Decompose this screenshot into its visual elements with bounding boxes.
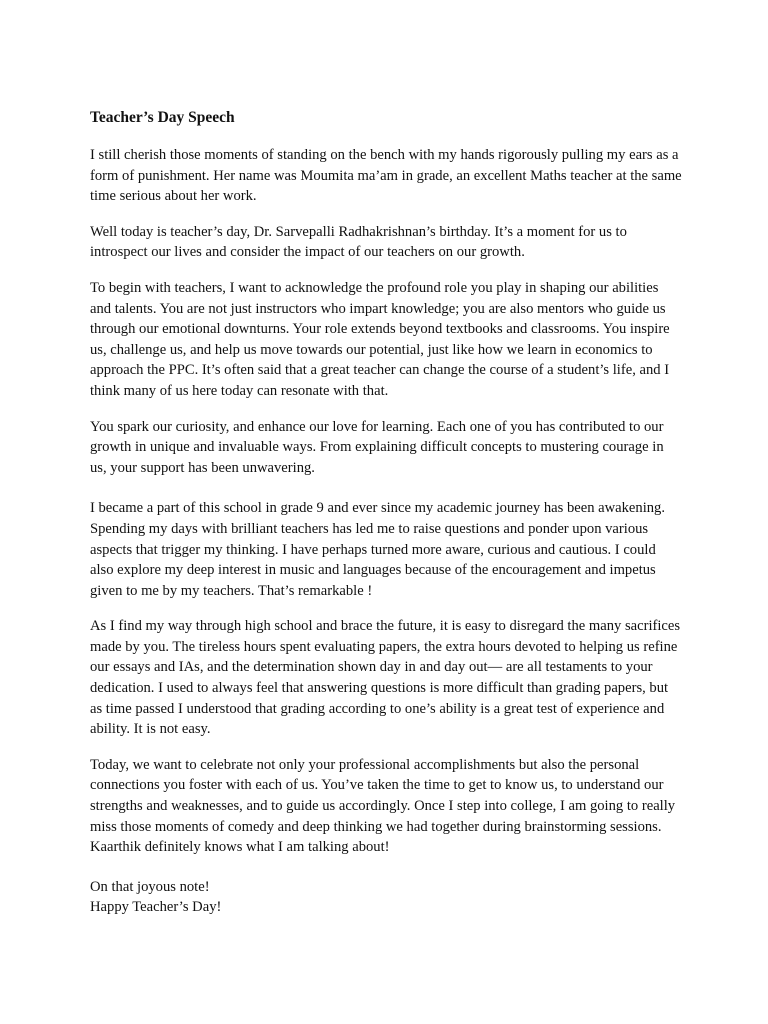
closing-line-2: Happy Teacher’s Day! — [90, 899, 222, 916]
paragraph-2: Well today is teacher’s day, Dr. Sarvepalli Radhakrishnan’s birthday. It’s a moment for us to introspect our lives and consider the impact of our teachers on our growth. — [90, 223, 627, 261]
paragraph-7: Today, we want to celebrate not only your professional accomplishments but also the personal connections you foster with each of us. You’ve taken the time to get to know us, to understand our strengths and weaknesses, and to guide us accordingly. Once I step into college, I am going to really miss those moments of comedy and deep thinking we had together during brainstorming sessions. Kaarthik definitely knows what I am talking about! — [90, 756, 676, 856]
paragraph-1: I still cherish those moments of standing on the bench with my hands rigorously pulling my ears as a form of punishment. Her name was Moumita ma’am in grade, an excellent Maths teacher at the same time serious about her work. — [90, 147, 682, 205]
paragraph-5: I became a part of this school in grade 9 and ever since my academic journey has been awakening. Spending my days with brilliant teachers has led me to raise questions and ponder upon various aspects that trigger my thinking. I have perhaps turned more aware, curious and cautious. I could also explore my deep interest in music and languages because of the encouragement and impetus given to me by my teachers. That’s remarkable ! — [90, 500, 666, 599]
closing-line-1: On that joyous note! — [90, 878, 210, 895]
document-title: Teacher’s Day Speech — [90, 109, 235, 126]
paragraph-4: You spark our curiosity, and enhance our love for learning. Each one of you has contributed to our growth in unique and invaluable ways. From explaining difficult concepts to mustering courage in us, your support has been unwavering. — [90, 418, 664, 476]
paragraph-3: To begin with teachers, I want to acknowledge the profound role you play in shaping our abilities and talents. You are not just instructors who impart knowledge; you are also mentors who guide us through our emotional downturns. Your role extends beyond textbooks and classrooms. You inspire us, challenge us, and help us move towards our potential, just like how we learn in economics to approach the PPC. It’s often said that a great teacher can change the course of a student’s life, and I think many of us here today can resonate with that. — [90, 279, 670, 399]
closing-block — [90, 877, 682, 918]
paragraph-6: As I find my way through high school and brace the future, it is easy to disregard the many sacrifices made by you. The tireless hours spent evaluating papers, the extra hours devoted to helping us refine our essays and IAs, and the determination shown day in and day out— are all testaments to your dedication. I used to always feel that answering questions is more difficult than grading papers, but as time passed I understood that grading according to one’s ability is a great test of experience and ability. It is not easy. — [90, 618, 681, 738]
